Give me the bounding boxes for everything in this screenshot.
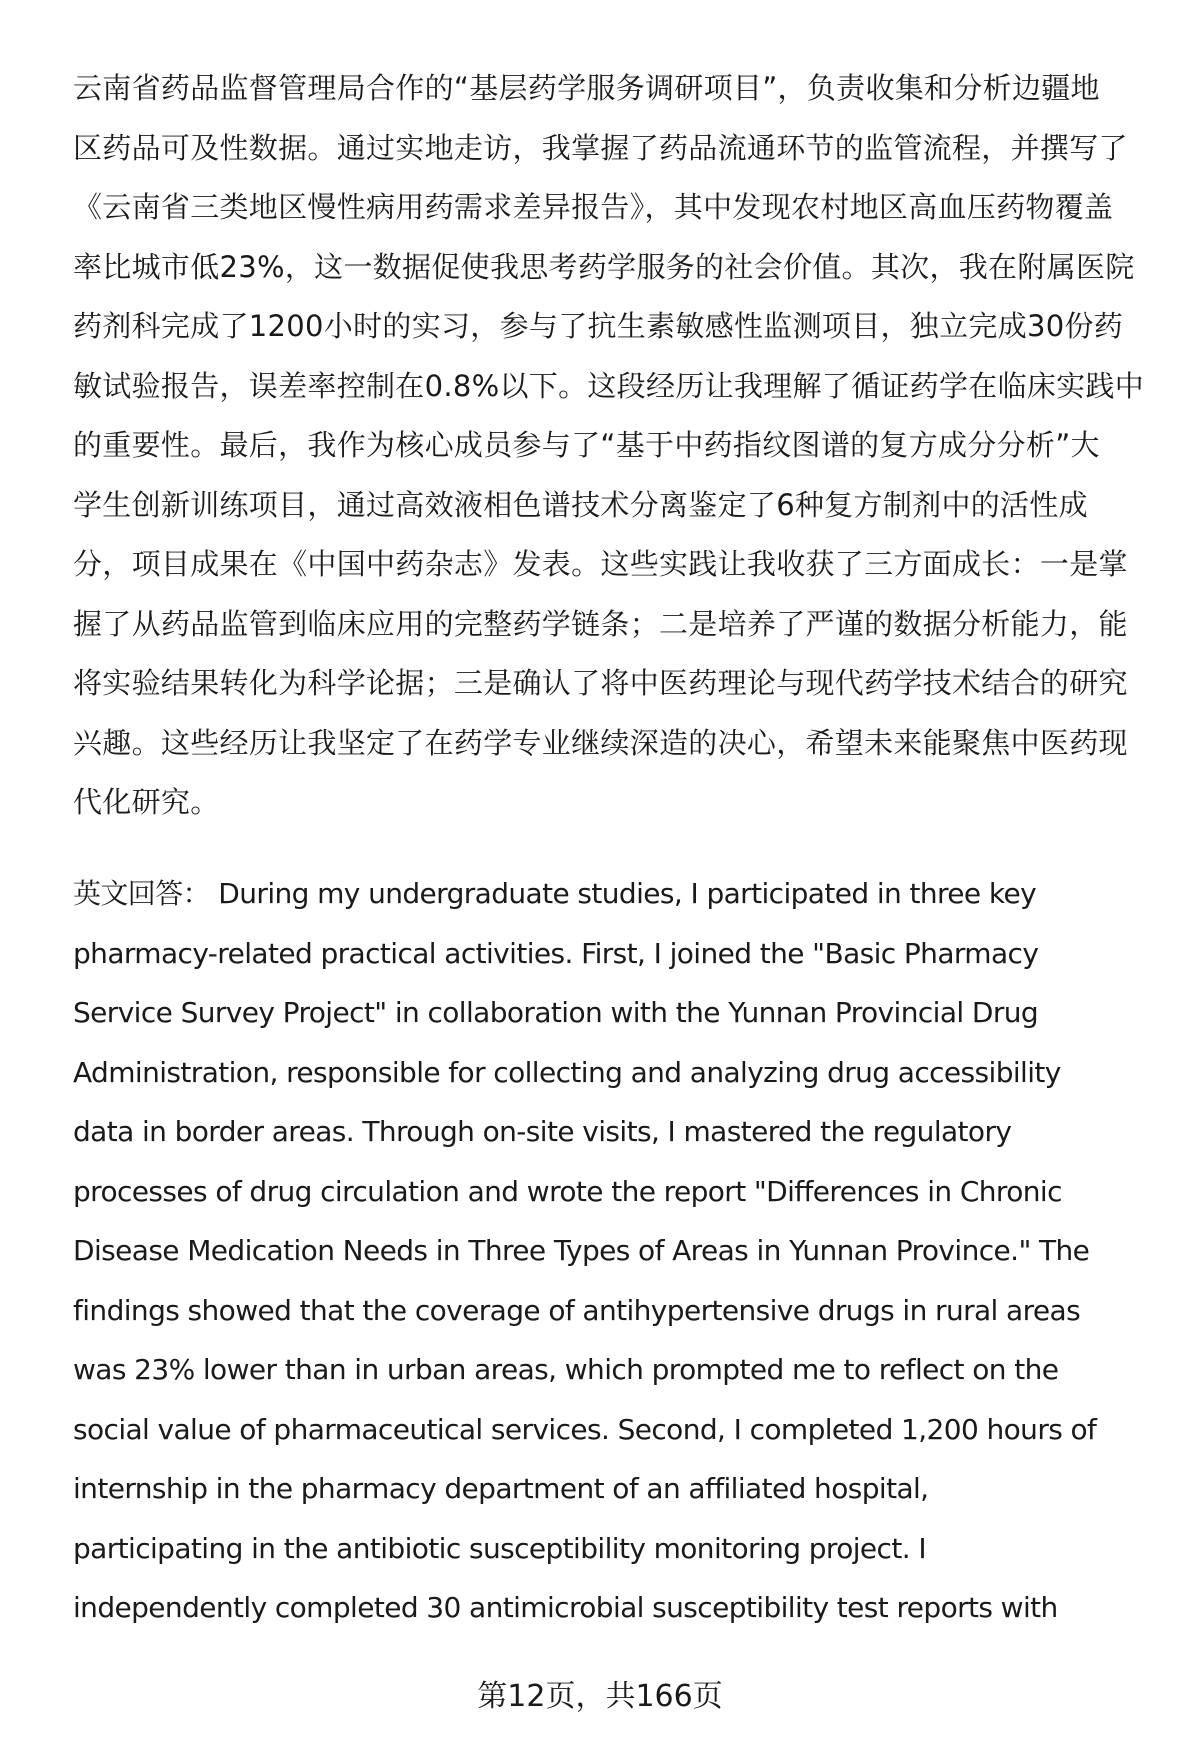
text-line: pharmacy-related practical activities. First, I joined the "Basic Pharmacy (73, 936, 1039, 970)
text-line: Administration, responsible for collecting and analyzing drug accessibility (73, 1055, 1061, 1089)
text-line: findings showed that the coverage of antihypertensive drugs in rural areas (73, 1293, 1081, 1327)
text-line: 兴趣。这些经历让我坚定了在药学专业继续深造的决心，希望未来能聚焦中医药现 (73, 725, 1128, 760)
page-number: 第12页，共166页 (477, 1679, 723, 1714)
text-line: Disease Medication Needs in Three Types of Areas in Yunnan Province." The (73, 1234, 1090, 1267)
text-line: 敏试验报告，误差率控制在0.8%以下。这段经历让我理解了循证药学在临床实践中 (73, 368, 1145, 403)
text-line: 将实验结果转化为科学论据；三是确认了将中医药理论与现代药学技术结合的研究 (73, 666, 1128, 700)
text-line: 分，项目成果在《中国中药杂志》发表。这些实践让我收获了三方面成长：一是掌 (73, 547, 1128, 581)
text-line: 云南省药品监督管理局合作的“基层药学服务调研项目”，负责收集和分析边疆地 (73, 71, 1100, 105)
text-line: 率比城市低23%，这一数据促使我思考药学服务的社会价值。其次，我在附属医院 (73, 249, 1135, 284)
text-line: 代化研究。 (73, 785, 220, 819)
text-line: was 23% lower than in urban areas, which prompted me to reflect on the (73, 1353, 1059, 1386)
text-line: participating in the antibiotic susceptibility monitoring project. I (73, 1531, 926, 1565)
english-answer-paragraph (73, 864, 1163, 1638)
text-line: processes of drug circulation and wrote the report "Differences in Chronic (73, 1174, 1062, 1208)
text-line: social value of pharmaceutical services. Second, I completed 1,200 hours of (73, 1412, 1097, 1446)
text-line: 英文回答： During my undergraduate studies, I participated in three key (73, 877, 1037, 910)
text-line: 《云南省三类地区慢性病用药需求差异报告》，其中发现农村地区高血压药物覆盖 (73, 190, 1114, 224)
text-line: internship in the pharmacy department of an affiliated hospital, (73, 1472, 929, 1505)
chinese-answer-paragraph (73, 59, 1163, 833)
text-line: 药剂科完成了1200小时的实习，参与了抗生素敏感性监测项目，独立完成30份药 (73, 309, 1124, 343)
text-line: 的重要性。最后，我作为核心成员参与了“基于中药指纹图谱的复方成分分析”大 (73, 428, 1100, 462)
text-line: 学生创新训练项目，通过高效液相色谱技术分离鉴定了6种复方制剂中的活性成 (73, 487, 1088, 522)
text-line: 区药品可及性数据。通过实地走访，我掌握了药品流通环节的监管流程，并撰写了 (73, 130, 1128, 165)
text-line: Service Survey Project" in collaboration with the Yunnan Provincial Drug (73, 996, 1039, 1029)
text-line: data in border areas. Through on-site visits, I mastered the regulatory (73, 1115, 1012, 1148)
text-line: 握了从药品监管到临床应用的完整药学链条；二是培养了严谨的数据分析能力，能 (73, 606, 1128, 641)
text-line: independently completed 30 antimicrobial susceptibility test reports with (73, 1591, 1058, 1624)
